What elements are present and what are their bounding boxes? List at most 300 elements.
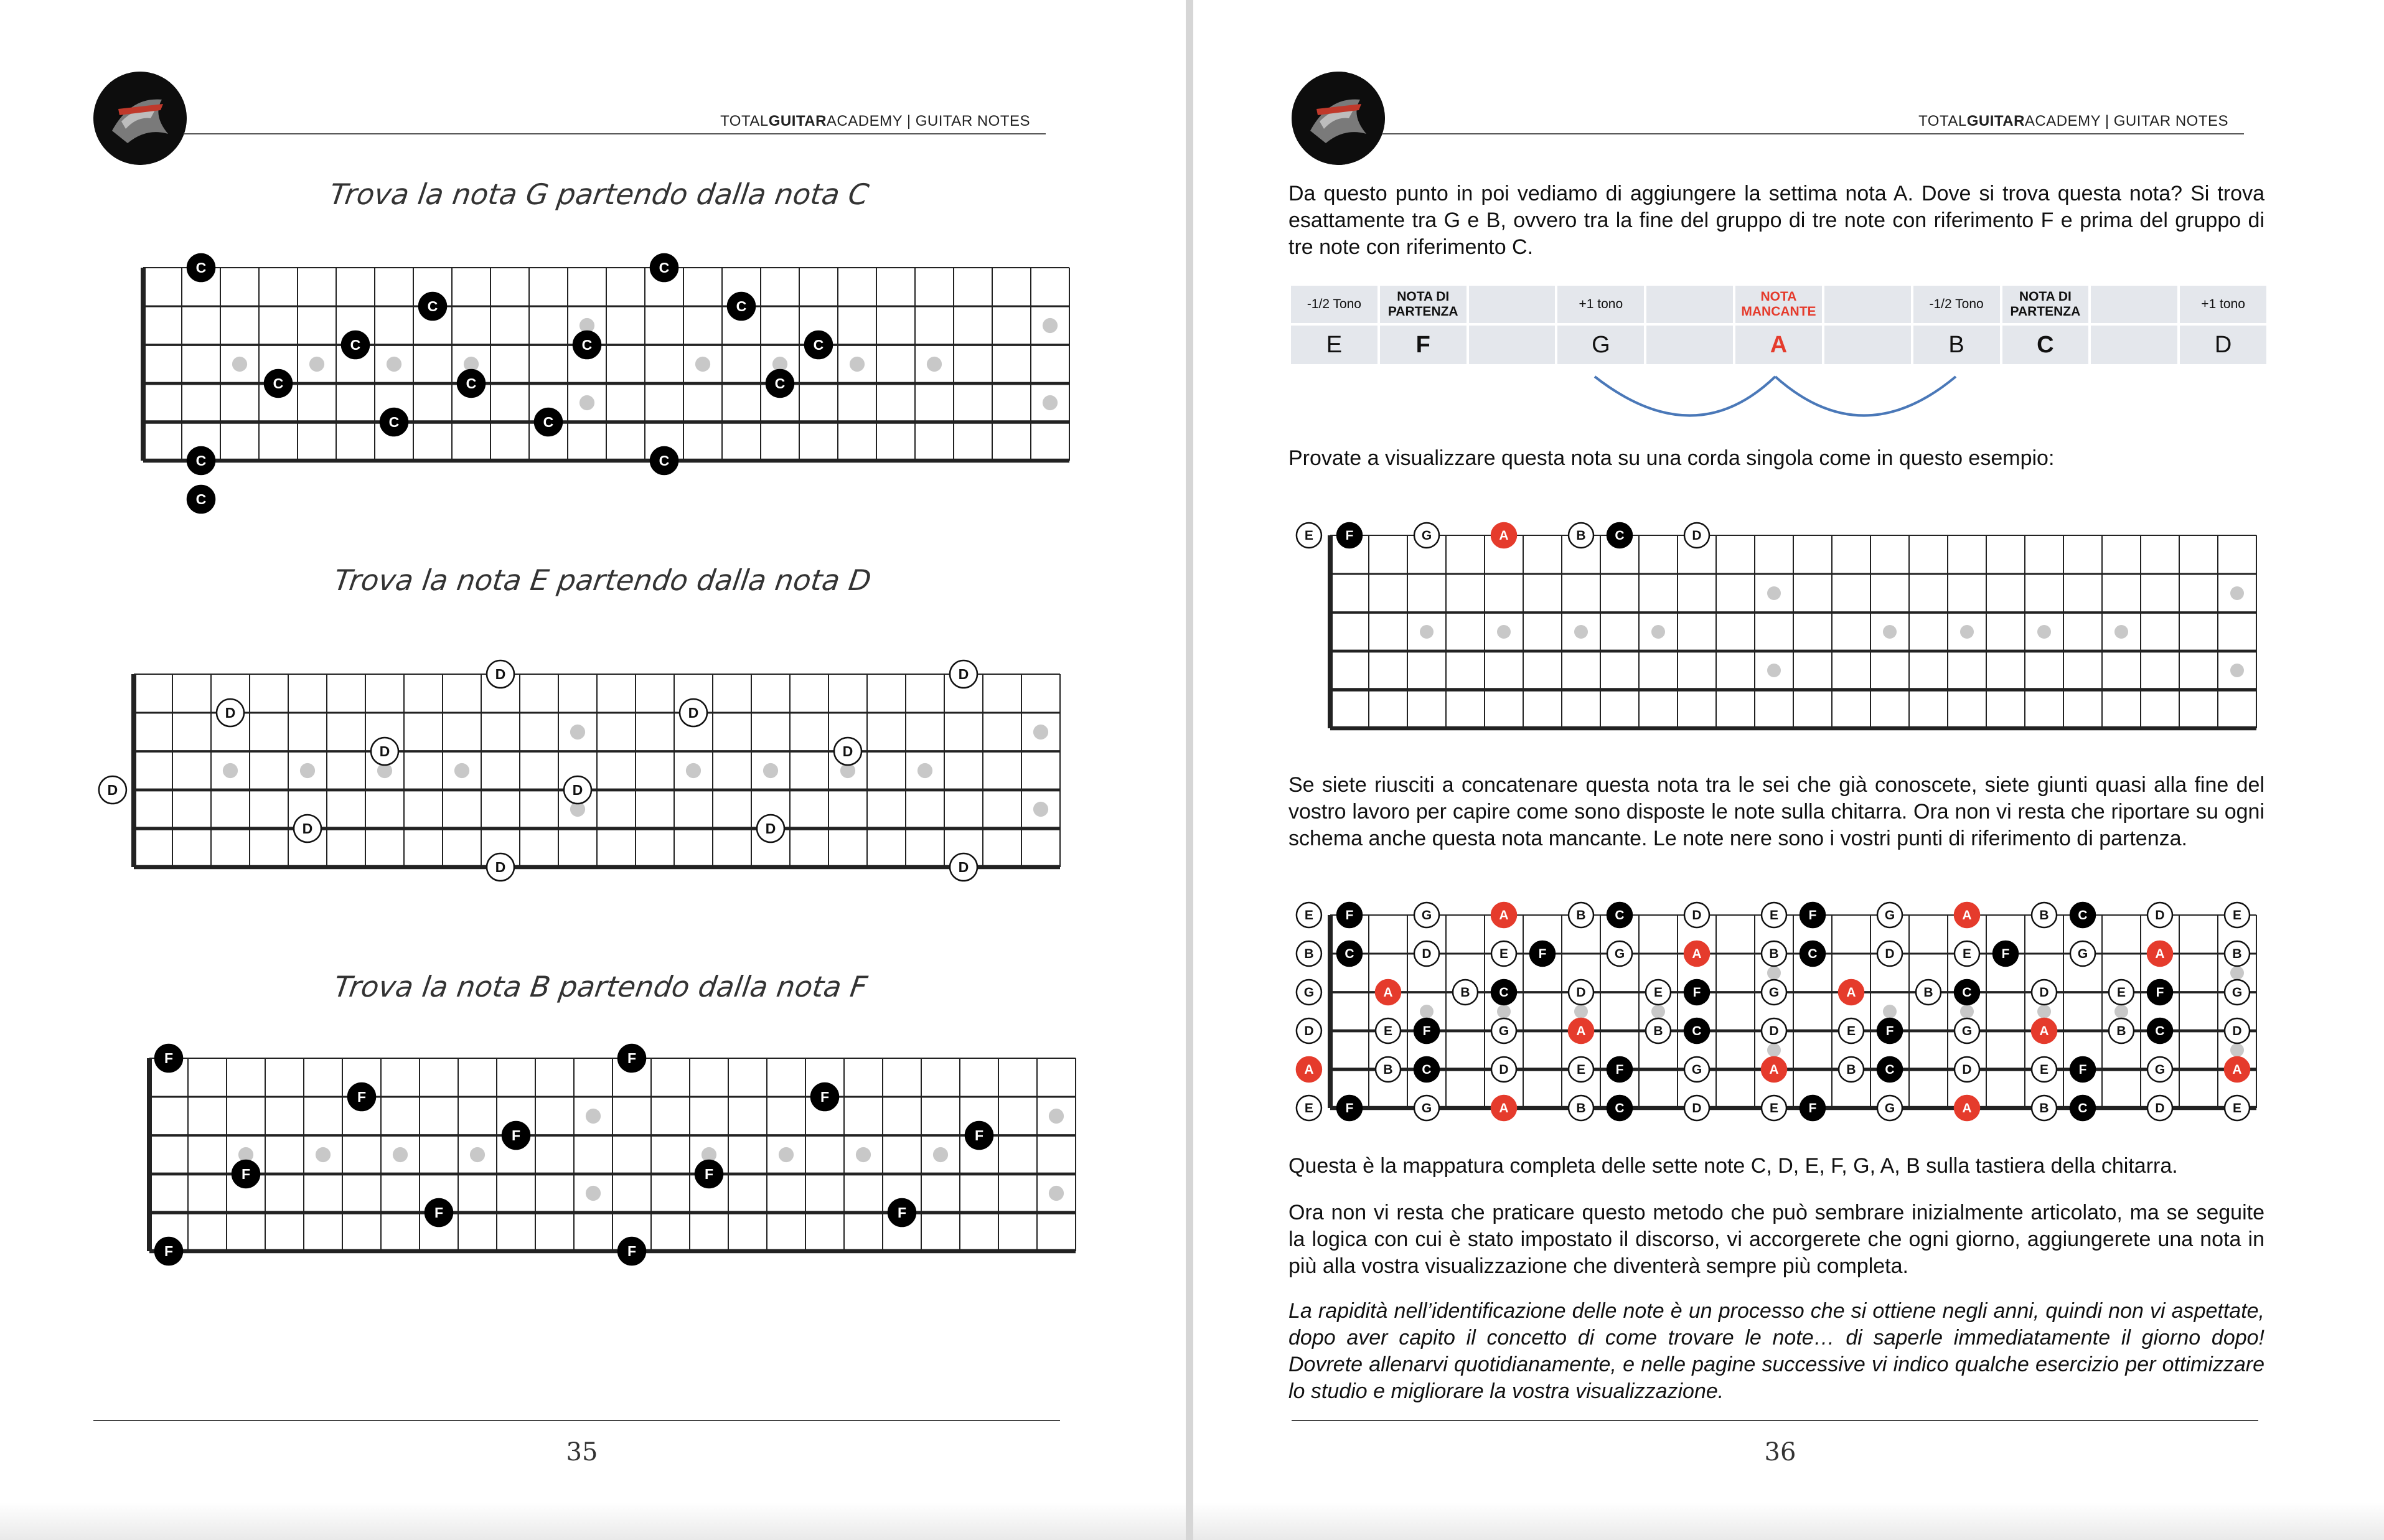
note-marker bbox=[187, 447, 215, 474]
note-marker bbox=[1491, 1018, 1516, 1043]
note-label: C bbox=[350, 336, 361, 353]
note-label: C bbox=[1615, 908, 1625, 923]
note-label: C bbox=[2155, 1024, 2165, 1039]
note-label: D bbox=[1692, 1101, 1702, 1116]
note-marker bbox=[487, 853, 514, 881]
note-label: C bbox=[2078, 1101, 2088, 1116]
note-label: G bbox=[1884, 1101, 1895, 1116]
note-label: B bbox=[1653, 1024, 1663, 1039]
note-marker bbox=[950, 853, 977, 881]
note-marker bbox=[618, 1237, 645, 1265]
note-marker bbox=[1993, 941, 2018, 966]
note-label: E bbox=[1653, 985, 1663, 1000]
fret-marker-dot bbox=[856, 1147, 871, 1162]
fret-marker-dot bbox=[1420, 1005, 1434, 1018]
note-label: D bbox=[107, 781, 118, 798]
note-label: F bbox=[164, 1242, 174, 1259]
note-label: C bbox=[2078, 908, 2088, 923]
note-label: D bbox=[842, 743, 853, 759]
table-cell: G bbox=[1557, 326, 1644, 364]
note-label: C bbox=[195, 491, 207, 507]
footer-rule bbox=[1292, 1420, 2258, 1421]
note-marker bbox=[294, 815, 321, 842]
note-marker bbox=[1414, 523, 1439, 548]
note-label: G bbox=[1768, 985, 1780, 1000]
note-marker bbox=[1684, 941, 1709, 966]
note-label: F bbox=[1345, 528, 1354, 543]
note-label: C bbox=[813, 336, 824, 353]
note-label: D bbox=[495, 858, 506, 875]
note-label: A bbox=[1576, 1024, 1586, 1039]
fret-marker-dot bbox=[2037, 625, 2051, 639]
academy-logo-icon bbox=[93, 72, 187, 165]
fret-marker-dot bbox=[2114, 625, 2128, 639]
note-label: E bbox=[1846, 1024, 1856, 1039]
note-marker bbox=[1337, 903, 1362, 927]
note-marker bbox=[1297, 1018, 1321, 1043]
note-marker bbox=[1955, 941, 1979, 966]
note-marker bbox=[950, 660, 977, 688]
note-marker bbox=[2225, 941, 2250, 966]
fret-marker-dot bbox=[393, 1147, 408, 1162]
note-label: A bbox=[1499, 908, 1509, 923]
note-marker bbox=[1376, 1018, 1401, 1043]
note-marker bbox=[2147, 1057, 2172, 1082]
note-marker bbox=[1955, 1096, 1979, 1120]
note-marker bbox=[1491, 1057, 1516, 1082]
note-label: D bbox=[572, 781, 583, 798]
table-cell: +1 tono bbox=[2180, 286, 2266, 323]
note-marker bbox=[1762, 1057, 1786, 1082]
note-marker bbox=[1839, 1057, 1864, 1082]
note-marker bbox=[1337, 523, 1362, 548]
right-page bbox=[1193, 0, 2384, 1540]
note-label: B bbox=[1460, 985, 1470, 1000]
note-label: C bbox=[1885, 1063, 1895, 1078]
note-marker bbox=[965, 1122, 993, 1149]
note-label: F bbox=[820, 1088, 830, 1105]
table-cell: -1/2 Tono bbox=[1291, 286, 1377, 323]
note-label: A bbox=[1692, 947, 1702, 962]
note-label: B bbox=[2039, 908, 2049, 923]
note-label: F bbox=[1422, 1024, 1431, 1039]
note-marker bbox=[2225, 980, 2250, 1005]
page-number: 35 bbox=[566, 1438, 598, 1467]
note-label: D bbox=[2039, 985, 2049, 1000]
note-marker bbox=[1297, 980, 1321, 1005]
table-cell: E bbox=[1291, 326, 1377, 364]
fret-marker-dot bbox=[586, 1109, 601, 1124]
note-marker bbox=[155, 1045, 182, 1072]
fret-marker-dot bbox=[1767, 664, 1781, 677]
note-marker bbox=[1569, 1018, 1593, 1043]
note-label: D bbox=[2155, 1101, 2165, 1116]
note-label: C bbox=[659, 452, 670, 469]
note-label: E bbox=[1383, 1024, 1393, 1039]
note-marker bbox=[811, 1083, 838, 1110]
note-marker bbox=[2032, 1096, 2057, 1120]
fret-marker-dot bbox=[927, 357, 942, 372]
note-marker bbox=[618, 1045, 645, 1072]
note-label: F bbox=[1345, 908, 1354, 923]
note-marker bbox=[217, 699, 244, 726]
table-cell: C bbox=[2002, 326, 2089, 364]
note-label: A bbox=[1962, 908, 1972, 923]
note-label: C bbox=[195, 452, 207, 469]
note-label: D bbox=[495, 665, 506, 682]
fret-marker-dot bbox=[586, 1186, 601, 1201]
note-label: F bbox=[511, 1127, 521, 1143]
footer-rule bbox=[93, 1420, 1060, 1421]
note-label: F bbox=[897, 1204, 907, 1221]
note-label: D bbox=[2232, 1024, 2242, 1039]
note-label: G bbox=[1884, 908, 1895, 923]
fret-marker-dot bbox=[933, 1147, 948, 1162]
note-marker bbox=[1414, 1018, 1439, 1043]
note-marker bbox=[1297, 941, 1321, 966]
note-label: E bbox=[2232, 1101, 2242, 1116]
note-label: F bbox=[1538, 947, 1547, 962]
note-marker bbox=[1376, 980, 1401, 1005]
note-marker bbox=[1414, 941, 1439, 966]
note-label: G bbox=[2154, 1063, 2166, 1078]
fret-marker-dot bbox=[1960, 1005, 1974, 1018]
note-label: F bbox=[1615, 1063, 1624, 1078]
note-label: C bbox=[1499, 985, 1509, 1000]
note-marker bbox=[1800, 1096, 1825, 1120]
note-marker bbox=[1877, 1057, 1902, 1082]
note-marker bbox=[1955, 1018, 1979, 1043]
fret-marker-dot bbox=[1049, 1186, 1064, 1201]
note-label: D bbox=[1422, 947, 1432, 962]
note-marker bbox=[1877, 903, 1902, 927]
fretboard-diagram-g-from-c bbox=[106, 252, 1083, 507]
note-label: F bbox=[627, 1049, 637, 1066]
note-marker bbox=[1646, 980, 1671, 1005]
fret-marker-dot bbox=[223, 763, 238, 778]
note-label: G bbox=[2231, 985, 2243, 1000]
note-marker bbox=[2225, 1018, 2250, 1043]
fret-marker-dot bbox=[1574, 625, 1588, 639]
note-marker bbox=[265, 370, 292, 397]
note-marker bbox=[2032, 1018, 2057, 1043]
note-marker bbox=[1684, 1057, 1709, 1082]
note-label: C bbox=[466, 375, 477, 392]
note-label: F bbox=[1808, 1101, 1817, 1116]
note-marker bbox=[680, 699, 707, 726]
note-label: F bbox=[434, 1204, 444, 1221]
note-label: A bbox=[1499, 1101, 1509, 1116]
note-marker bbox=[1762, 1018, 1786, 1043]
fret-marker-dot bbox=[1049, 1109, 1064, 1124]
note-marker bbox=[1297, 1057, 1321, 1082]
note-label: D bbox=[1304, 1024, 1314, 1039]
note-label: A bbox=[1499, 528, 1509, 543]
note-marker bbox=[2032, 1057, 2057, 1082]
note-marker bbox=[187, 254, 215, 281]
note-label: F bbox=[2078, 1063, 2087, 1078]
note-label: E bbox=[1304, 908, 1313, 923]
fret-marker-dot bbox=[2230, 1043, 2244, 1057]
note-label: F bbox=[2156, 985, 2164, 1000]
note-marker bbox=[564, 776, 591, 804]
note-marker bbox=[1839, 1018, 1864, 1043]
note-label: E bbox=[1304, 528, 1313, 543]
note-marker bbox=[1569, 523, 1593, 548]
diagram-title: Trova la nota G partendo dalla nota C bbox=[327, 177, 871, 211]
note-marker bbox=[1607, 1096, 1632, 1120]
arc-a-to-b bbox=[1775, 377, 1956, 416]
header-brand: TOTALGUITARACADEMY | GUITAR NOTES bbox=[1918, 113, 2228, 129]
note-label: G bbox=[1961, 1024, 1973, 1039]
fret-marker-dot bbox=[1651, 625, 1665, 639]
note-marker bbox=[1916, 980, 1941, 1005]
note-marker bbox=[1453, 980, 1478, 1005]
paragraph: Questa è la mappatura completa delle sette note C, D, E, F, G, A, B sulla tastiera della chitarra. bbox=[1288, 1154, 2178, 1178]
note-marker bbox=[2225, 1096, 2250, 1120]
fret-marker-dot bbox=[779, 1147, 794, 1162]
note-label: F bbox=[164, 1049, 174, 1066]
note-marker bbox=[2070, 941, 2095, 966]
note-label: B bbox=[2232, 947, 2242, 962]
note-label: D bbox=[765, 820, 776, 837]
note-marker bbox=[805, 331, 832, 359]
note-marker bbox=[380, 408, 408, 436]
note-marker bbox=[2225, 903, 2250, 927]
note-marker bbox=[1955, 1057, 1979, 1082]
note-label: C bbox=[774, 375, 786, 392]
note-label: G bbox=[1421, 908, 1432, 923]
note-label: E bbox=[1499, 947, 1509, 962]
fret-marker-dot bbox=[387, 357, 401, 372]
fret-marker-dot bbox=[300, 763, 315, 778]
note-label: C bbox=[1962, 985, 1972, 1000]
fret-marker-dot bbox=[1767, 966, 1781, 980]
note-marker bbox=[2032, 980, 2057, 1005]
note-label: C bbox=[543, 413, 554, 430]
note-marker bbox=[2109, 1018, 2134, 1043]
note-marker bbox=[535, 408, 562, 436]
note-label: E bbox=[1769, 1101, 1779, 1116]
fret-marker-dot bbox=[580, 395, 594, 410]
note-marker bbox=[1684, 903, 1709, 927]
fret-marker-dot bbox=[1883, 625, 1897, 639]
note-label: E bbox=[1304, 1101, 1313, 1116]
note-marker bbox=[2070, 903, 2095, 927]
note-marker bbox=[502, 1122, 530, 1149]
fret-marker-dot bbox=[917, 763, 932, 778]
diagram-title: Trova la nota B partendo dalla nota F bbox=[332, 970, 870, 1003]
fretboard-diagram-b-from-f bbox=[112, 1043, 1089, 1273]
note-label: A bbox=[1383, 985, 1393, 1000]
note-marker bbox=[1607, 1057, 1632, 1082]
note-marker bbox=[1762, 980, 1786, 1005]
note-label: C bbox=[1422, 1063, 1432, 1078]
fret-marker-dot bbox=[1043, 318, 1058, 333]
note-label: F bbox=[357, 1088, 367, 1105]
note-label: D bbox=[1576, 985, 1586, 1000]
note-marker bbox=[1955, 980, 1979, 1005]
note-marker bbox=[1297, 523, 1321, 548]
note-label: D bbox=[225, 704, 236, 721]
table-cell: B bbox=[1913, 326, 2000, 364]
single-string-caption: Provate a visualizzare questa nota su una corda singola come in questo esempio: bbox=[1288, 446, 2055, 470]
note-marker bbox=[99, 776, 126, 804]
note-marker bbox=[2147, 980, 2172, 1005]
note-label: C bbox=[388, 413, 400, 430]
fret-marker-dot bbox=[1043, 395, 1058, 410]
note-marker bbox=[1762, 941, 1786, 966]
note-marker bbox=[1684, 1096, 1709, 1120]
note-label: B bbox=[2116, 1024, 2126, 1039]
note-marker bbox=[1569, 980, 1593, 1005]
note-marker bbox=[1337, 941, 1362, 966]
note-marker bbox=[1491, 980, 1516, 1005]
note-marker bbox=[1569, 1057, 1593, 1082]
note-label: C bbox=[195, 259, 207, 276]
note-marker bbox=[342, 331, 369, 359]
header-rule bbox=[184, 133, 1046, 134]
note-label: C bbox=[1615, 528, 1625, 543]
note-marker bbox=[2032, 903, 2057, 927]
fret-marker-dot bbox=[686, 763, 701, 778]
note-marker bbox=[2147, 903, 2172, 927]
note-label: D bbox=[958, 665, 969, 682]
note-label: D bbox=[302, 820, 313, 837]
note-marker bbox=[1684, 980, 1709, 1005]
note-marker bbox=[888, 1199, 916, 1226]
note-marker bbox=[348, 1083, 375, 1110]
note-marker bbox=[425, 1199, 453, 1226]
table-cell: NOTA DI PARTENZA bbox=[2002, 286, 2089, 323]
note-label: F bbox=[1808, 908, 1817, 923]
fret-marker-dot bbox=[1033, 725, 1048, 739]
fret-marker-dot bbox=[1883, 1005, 1897, 1018]
note-marker bbox=[419, 293, 446, 320]
note-label: C bbox=[273, 375, 284, 392]
note-label: G bbox=[1421, 528, 1432, 543]
fret-marker-dot bbox=[454, 763, 469, 778]
note-marker bbox=[2147, 941, 2172, 966]
note-label: C bbox=[1808, 947, 1818, 962]
note-label: E bbox=[1769, 908, 1779, 923]
fret-marker-dot bbox=[1033, 802, 1048, 817]
fretboard-full-map bbox=[1287, 884, 2283, 1133]
note-marker bbox=[1414, 903, 1439, 927]
note-label: D bbox=[2155, 908, 2165, 923]
fretboard-single-string bbox=[1287, 504, 2283, 741]
note-marker bbox=[1414, 1057, 1439, 1082]
note-label: B bbox=[1576, 528, 1586, 543]
note-marker bbox=[650, 447, 678, 474]
note-marker bbox=[1569, 903, 1593, 927]
note-label: G bbox=[1303, 985, 1315, 1000]
fret-marker-dot bbox=[1651, 1005, 1665, 1018]
table-cell: A bbox=[1735, 326, 1822, 364]
note-marker bbox=[1491, 523, 1516, 548]
note-label: D bbox=[1769, 1024, 1779, 1039]
note-marker bbox=[834, 738, 861, 765]
note-marker bbox=[1684, 1018, 1709, 1043]
note-label: C bbox=[659, 259, 670, 276]
note-label: A bbox=[1769, 1063, 1779, 1078]
note-label: C bbox=[736, 298, 747, 314]
note-label: F bbox=[1692, 985, 1701, 1000]
note-label: E bbox=[2116, 985, 2126, 1000]
note-label: F bbox=[704, 1165, 714, 1182]
note-label: D bbox=[1692, 528, 1702, 543]
fret-marker-dot bbox=[2114, 1005, 2128, 1018]
note-marker bbox=[487, 660, 514, 688]
note-label: D bbox=[1962, 1063, 1972, 1078]
note-marker bbox=[766, 370, 794, 397]
fret-marker-dot bbox=[1497, 1005, 1511, 1018]
note-marker bbox=[1877, 1018, 1902, 1043]
note-marker bbox=[695, 1160, 723, 1188]
fret-marker-dot bbox=[2230, 966, 2244, 980]
note-marker bbox=[458, 370, 485, 397]
note-label: A bbox=[2155, 947, 2165, 962]
note-label: F bbox=[241, 1165, 251, 1182]
table-cell: -1/2 Tono bbox=[1913, 286, 2000, 323]
fret-marker-dot bbox=[316, 1147, 331, 1162]
paragraph-italic: La rapidità nell’identificazione delle note è un processo che si ottiene negli anni, quindi non vi aspettate, dopo aver capito il concetto di come trovare le note… di saperle immediatamente il giorno dopo! Dovrete allenarvi quotidianamente, e nelle pagine successive vi indico qualche esercizio per ottimizzare lo studio e migliorare la vostra visualizzazione. bbox=[1288, 1299, 2264, 1403]
note-marker bbox=[1800, 941, 1825, 966]
note-label: B bbox=[1769, 947, 1779, 962]
note-marker bbox=[573, 331, 601, 359]
note-marker bbox=[1491, 903, 1516, 927]
note-label: C bbox=[581, 336, 593, 353]
paragraph: Se siete riusciti a concatenare questa nota tra le sei che già conoscete, siete giunti quasi alla fine del vostro lavoro per capire come sono disposte le note sulla chitarra. Ora non vi resta che riportare su ogni schema anche questa nota mancante. Le note nere sono i vostri punti di riferimento di partenza. bbox=[1288, 773, 2264, 850]
fret-marker-dot bbox=[1767, 586, 1781, 600]
interval-arcs bbox=[1193, 0, 2384, 436]
note-label: F bbox=[974, 1127, 984, 1143]
left-page bbox=[0, 0, 1186, 1540]
note-marker bbox=[1877, 941, 1902, 966]
intro-paragraph: Da questo punto in poi vediamo di aggiungere la settima nota A. Dove si trova questa nota? Si trova esattamente tra G e B, ovvero tra la fine del gruppo di tre note con riferimento F e prima del gruppo di tre note con riferimento C. bbox=[1288, 182, 2264, 259]
fret-marker-dot bbox=[695, 357, 710, 372]
header-brand: TOTALGUITARACADEMY | GUITAR NOTES bbox=[720, 113, 1030, 129]
note-label: D bbox=[1499, 1063, 1509, 1078]
note-label: C bbox=[1692, 1024, 1702, 1039]
fret-marker-dot bbox=[309, 357, 324, 372]
note-label: F bbox=[1885, 1024, 1894, 1039]
note-label: B bbox=[1383, 1063, 1393, 1078]
note-marker bbox=[1297, 903, 1321, 927]
note-label: C bbox=[1345, 947, 1354, 962]
note-label: B bbox=[1923, 985, 1933, 1000]
note-marker bbox=[232, 1160, 260, 1188]
note-label: G bbox=[1498, 1024, 1509, 1039]
note-marker bbox=[2225, 1057, 2250, 1082]
note-label: D bbox=[1692, 908, 1702, 923]
fret-marker-dot bbox=[2230, 586, 2244, 600]
note-marker bbox=[2070, 1096, 2095, 1120]
note-label: B bbox=[1304, 947, 1314, 962]
note-label: F bbox=[1345, 1101, 1354, 1116]
note-marker bbox=[1414, 1096, 1439, 1120]
note-label: D bbox=[688, 704, 699, 721]
note-marker bbox=[650, 254, 678, 281]
table-cell: +1 tono bbox=[1557, 286, 1644, 323]
note-label: F bbox=[2001, 947, 2010, 962]
note-marker bbox=[1646, 1018, 1671, 1043]
note-marker bbox=[1491, 1096, 1516, 1120]
note-label: F bbox=[627, 1242, 637, 1259]
note-label: G bbox=[1421, 1101, 1432, 1116]
note-marker bbox=[1607, 523, 1632, 548]
note-marker bbox=[1877, 1096, 1902, 1120]
